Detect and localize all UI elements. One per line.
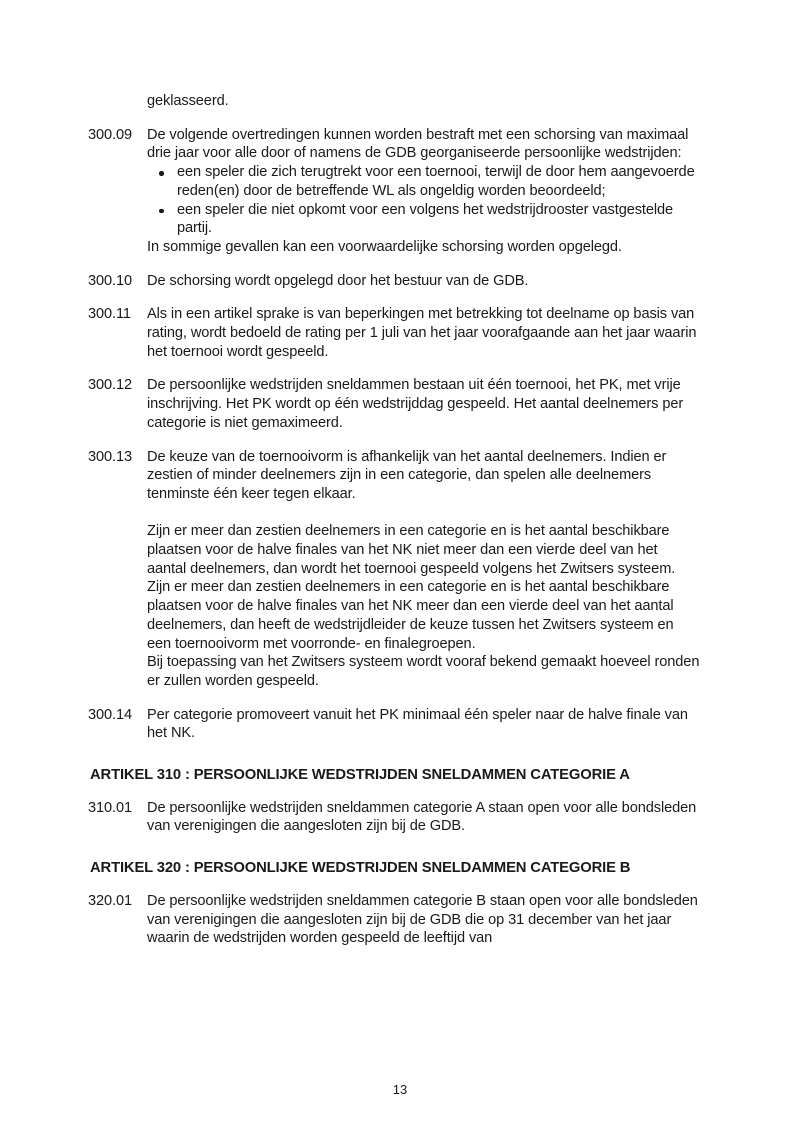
clause-300-10 — [88, 272, 700, 291]
clause-body — [147, 126, 700, 257]
clause-paragraph: De persoonlijke wedstrijden sneldammen bestaan uit één toernooi, het PK, met vrije inschrijving. Het PK wordt op één wedstrijddag gespeeld. Het aantal deelnemers per categorie is niet gemaximeerd. — [147, 377, 684, 431]
clause-paragraph: Als in een artikel sprake is van beperkingen met betrekking tot deelname op basis van rating, wordt bedoeld de rating per 1 juli van het jaar voorafgaande aan het jaar waarin het toernooi wordt gespeeld. — [147, 306, 697, 360]
section-heading: ARTIKEL 320 : PERSOONLIJKE WEDSTRIJDEN SNELDAMMEN CATEGORIE B — [90, 860, 631, 877]
clause-300-12 — [88, 376, 700, 432]
page-number-footer: 13 — [392, 1082, 408, 1097]
clause-320-01 — [88, 892, 700, 948]
clause-number: 300.14 — [88, 706, 133, 723]
clause-number: 300.13 — [88, 448, 133, 465]
list-item-text: een speler die niet opkomt voor een volgens het wedstrijdrooster vastgestelde partij. — [177, 201, 674, 237]
bullet-point-icon — [159, 171, 164, 176]
section-artikel-310 — [88, 766, 700, 836]
clause-number: 300.09 — [88, 126, 133, 143]
section-heading: ARTIKEL 310 : PERSOONLIJKE WEDSTRIJDEN SNELDAMMEN CATEGORIE A — [90, 767, 630, 784]
list-item-text: een speler die zich terugtrekt voor een toernooi, terwijl de door hem aangevoerde reden(en) door de betreffende WL als ongeldig worden beoordeeld; — [177, 164, 695, 199]
clause-paragraph: Per categorie promoveert vanuit het PK minimaal één speler naar de halve finale van het NK. — [147, 706, 688, 742]
page-content — [88, 92, 700, 963]
clause-300-11 — [88, 305, 700, 361]
clause-body — [147, 448, 700, 691]
clause-300-09 — [88, 126, 700, 257]
clause-body — [147, 706, 700, 743]
clause-paragraph: De schorsing wordt opgelegd door het bestuur van de GDB. — [147, 272, 529, 289]
clause-paragraph: De volgende overtredingen kunnen worden bestraft met een schorsing van maximaal drie jaar voor alle door of namens de GDB georganiseerde persoonlijke wedstrijden: — [147, 126, 689, 162]
clause-body — [147, 892, 700, 948]
clause-310-01 — [88, 799, 700, 836]
clause-number: 300.12 — [88, 377, 133, 394]
clause-paragraph: Zijn er meer dan zestien deelnemers in een categorie en is het aantal beschikbare plaatsen voor de halve finales van het NK niet meer dan een vierde deel van het aantal deelnemers, dan wordt het toernooi gespeeld volgens het Zwitsers systeem. Zijn er meer dan zestien deelnemers in een categorie en is het aantal beschikbare plaatsen voor de halve finales van het NK meer dan een vierde deel van het aantal deelnemers, dan heeft de wedstrijdleider de keuze tussen het Zwitsers systeem en een toernooivorm met voorronde- en finalegroepen. — [147, 523, 676, 652]
clause-paragraph: Bij toepassing van het Zwitsers systeem wordt vooraf bekend gemaakt hoeveel ronden er zullen worden gespeeld. — [147, 654, 700, 689]
clause-trailing-paragraph: In sommige gevallen kan een voorwaardelijke schorsing worden opgelegd. — [147, 238, 622, 255]
clause-body — [147, 376, 700, 432]
clause-number: 300.10 — [88, 272, 133, 289]
clause-paragraph: De keuze van de toernooivorm is afhankelijk van het aantal deelnemers. Indien er zestien of minder deelnemers zijn in een categorie, dan spelen alle deelnemers tenminste één keer tegen elkaar. — [147, 448, 667, 502]
clause-number: 300.11 — [88, 306, 131, 323]
clause-300-13 — [88, 448, 700, 691]
paragraph-spacer — [147, 504, 700, 523]
clause-number: 310.01 — [88, 799, 133, 816]
section-artikel-320 — [88, 859, 700, 948]
clause-body — [147, 272, 700, 291]
list-item — [147, 201, 700, 238]
continuation-line: geklasseerd. — [147, 93, 229, 109]
list-item — [147, 163, 700, 200]
clause-paragraph: De persoonlijke wedstrijden sneldammen categorie A staan open voor alle bondsleden van verenigingen die aangesloten zijn bij de GDB. — [147, 799, 697, 835]
clause-body — [147, 799, 700, 836]
clause-body — [147, 305, 700, 361]
bullet-point-icon — [159, 209, 164, 214]
clause-paragraph: De persoonlijke wedstrijden sneldammen categorie B staan open voor alle bondsleden van verenigingen die aangesloten zijn bij de GDB die op 31 december van het jaar waarin de wedstrijden worden gespeeld de leeftijd van — [147, 892, 698, 947]
clause-300-14 — [88, 706, 700, 743]
clause-bullet-list — [147, 163, 700, 238]
clause-number: 320.01 — [88, 892, 133, 909]
